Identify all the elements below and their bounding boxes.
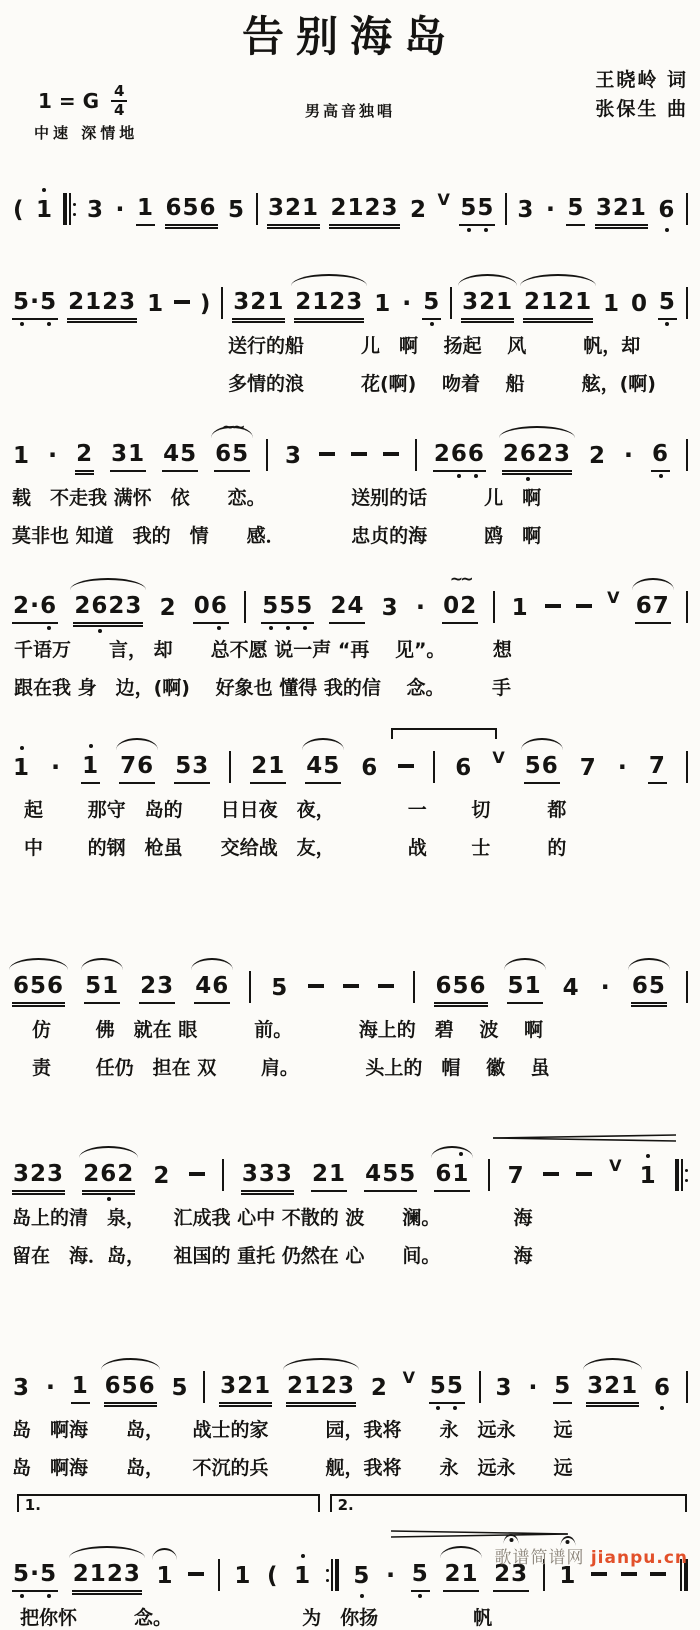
extension-dash-icon bbox=[576, 596, 592, 624]
note: 5 bbox=[271, 975, 289, 1001]
note: 2 bbox=[588, 443, 606, 469]
note: 2 bbox=[153, 1163, 171, 1189]
octave-dot-icon bbox=[20, 322, 24, 326]
music-system bbox=[10, 940, 690, 1080]
note: 53 bbox=[174, 752, 210, 784]
note: 21 bbox=[311, 1160, 347, 1192]
octave-dot-icon bbox=[301, 1554, 305, 1558]
extension-dash-icon bbox=[378, 976, 394, 1004]
note: 5 bbox=[352, 1562, 371, 1592]
slur-icon bbox=[69, 1546, 145, 1558]
notation-row bbox=[10, 569, 690, 624]
extension-dash-icon bbox=[543, 1164, 559, 1192]
mordent-icon: ~~ bbox=[449, 569, 471, 588]
parenthesis: ( bbox=[267, 1563, 279, 1589]
lyrics-row: 留在 海．岛， 祖国的 重托 仍然在 心 间。 海 bbox=[12, 1245, 533, 1267]
barline-icon bbox=[433, 750, 435, 784]
note: 333 bbox=[241, 1160, 294, 1192]
lyrics-row: 岛 啊海 岛， 不沉的兵 舰，我将 永 远永 远 bbox=[12, 1457, 573, 1479]
note: 1 bbox=[558, 1562, 577, 1592]
note: 656 bbox=[434, 972, 487, 1004]
lyrics-row: 载 不走我 满怀 依 恋。 送别的话 儿 啊 bbox=[12, 487, 542, 509]
note: 2123 bbox=[286, 1372, 356, 1404]
augmentation-dot: · bbox=[386, 1561, 397, 1589]
note: 67 bbox=[635, 592, 671, 624]
slur-icon bbox=[431, 1146, 473, 1158]
notation-row bbox=[10, 970, 690, 1004]
augmentation-dot: · bbox=[545, 195, 556, 223]
extension-dash-icon bbox=[576, 1164, 592, 1192]
octave-dot-icon bbox=[20, 1594, 24, 1598]
score-header bbox=[10, 0, 690, 150]
note: 1 bbox=[147, 291, 165, 317]
breath-mark-icon: V bbox=[609, 1156, 622, 1175]
notation-row bbox=[10, 286, 690, 320]
note: 1 bbox=[603, 291, 621, 317]
barline-icon bbox=[479, 1370, 481, 1404]
note: 1 bbox=[293, 1562, 312, 1592]
slur-icon bbox=[521, 738, 563, 750]
slur-icon bbox=[628, 958, 670, 970]
augmentation-dot: · bbox=[528, 1373, 539, 1401]
slur-icon bbox=[632, 578, 674, 590]
note: 61 bbox=[434, 1160, 470, 1192]
note: 3 bbox=[285, 443, 303, 469]
note: 1 bbox=[35, 196, 54, 226]
note: 2123 bbox=[294, 288, 364, 320]
slur-icon bbox=[70, 578, 146, 590]
note: 26 2 bbox=[82, 1160, 135, 1192]
note: 6 bbox=[651, 440, 670, 472]
extension-dash-icon bbox=[319, 444, 335, 472]
credits bbox=[595, 66, 688, 124]
music-system bbox=[10, 1128, 690, 1268]
extension-dash-icon bbox=[650, 1564, 666, 1592]
volta-label: 2. bbox=[337, 1496, 354, 1514]
note: 5 bbox=[553, 1372, 572, 1404]
note: 26 23 bbox=[502, 440, 572, 472]
slur-icon bbox=[504, 958, 546, 970]
note: 31 bbox=[110, 440, 146, 472]
breath-mark-icon: V bbox=[607, 588, 620, 607]
lyrics-row: 千语万 言， 却 总不愿 说一声 “再 见”。 想 bbox=[14, 639, 512, 661]
mordent-icon: ~~ bbox=[221, 417, 243, 436]
lyrics-row: 莫非也 知道 我的 情 感． 忠贞的海 鸥 啊 bbox=[12, 525, 542, 547]
note: 1 bbox=[136, 194, 155, 226]
barline-icon bbox=[686, 750, 688, 784]
slur-icon bbox=[499, 426, 575, 438]
note: 5 bbox=[228, 197, 246, 223]
barline-icon bbox=[686, 590, 688, 624]
note: 46 bbox=[194, 972, 230, 1004]
slur-icon bbox=[302, 738, 344, 750]
note: 21 bbox=[443, 1560, 479, 1592]
barline-icon bbox=[256, 192, 258, 226]
slur-icon bbox=[583, 1358, 642, 1370]
note: 3 bbox=[517, 197, 535, 223]
note: 1 bbox=[12, 754, 31, 784]
barline-icon bbox=[203, 1370, 205, 1404]
note: 1 bbox=[639, 1162, 658, 1192]
note: 321 bbox=[219, 1372, 272, 1404]
note: 1 bbox=[234, 1563, 252, 1589]
watermark bbox=[494, 1543, 688, 1568]
slur-icon bbox=[191, 958, 233, 970]
extension-dash-icon bbox=[545, 596, 561, 624]
music-system bbox=[10, 560, 690, 700]
octave-dot-icon bbox=[89, 744, 93, 748]
slur-icon bbox=[79, 1146, 138, 1158]
note: 3 bbox=[495, 1375, 513, 1401]
notation-row bbox=[10, 192, 690, 226]
slur-icon bbox=[283, 1358, 359, 1370]
octave-dot-icon bbox=[467, 228, 471, 232]
note: 7 bbox=[507, 1163, 525, 1189]
note: 5 bbox=[411, 1560, 430, 1592]
music-system bbox=[10, 1340, 690, 1480]
note: 3 bbox=[13, 1375, 31, 1401]
note: 26 6 bbox=[433, 440, 486, 472]
note: 76 bbox=[119, 752, 155, 784]
note: 321 bbox=[586, 1372, 639, 1404]
extension-dash-icon bbox=[383, 444, 399, 472]
volta-bracket bbox=[17, 1494, 320, 1512]
augmentation-dot: · bbox=[47, 441, 59, 469]
barline-icon bbox=[686, 970, 688, 1004]
music-system bbox=[10, 720, 690, 860]
lyrics-row: 起 那守 岛的 日日夜 夜， 一 切 都 bbox=[24, 799, 567, 821]
note: 2123 bbox=[72, 1560, 142, 1592]
note: 5 bbox=[422, 288, 441, 320]
note: 1 bbox=[71, 1372, 90, 1404]
barline-icon bbox=[488, 1158, 490, 1192]
lyrics-row: 多情的浪 花(啊) 吻着 船 舷，(啊) bbox=[228, 373, 656, 395]
slur-icon bbox=[520, 274, 596, 286]
note: 2123 bbox=[329, 194, 399, 226]
note: 5 bbox=[566, 194, 585, 226]
octave-dot-icon bbox=[436, 1406, 440, 1410]
octave-dot-icon bbox=[47, 322, 51, 326]
note: 6 bbox=[657, 196, 676, 226]
note: 06 bbox=[193, 592, 229, 624]
slur-icon bbox=[101, 1358, 160, 1370]
extension-dash-icon bbox=[398, 756, 414, 784]
note: 0 bbox=[630, 291, 648, 317]
octave-dot-icon bbox=[665, 322, 669, 326]
augmentation-dot: · bbox=[45, 1373, 56, 1401]
octave-dot-icon bbox=[665, 228, 669, 232]
note: 51 bbox=[84, 972, 120, 1004]
note: 1 bbox=[81, 752, 100, 784]
octave-dot-icon bbox=[457, 474, 461, 478]
slur-icon bbox=[458, 274, 517, 286]
barline-icon bbox=[505, 192, 507, 226]
watermark-site: 歌谱简谱网 bbox=[494, 1548, 585, 1568]
barline-icon bbox=[686, 1370, 688, 1404]
note: 5 5 bbox=[459, 194, 495, 226]
note: 23 bbox=[139, 972, 175, 1004]
slur-icon bbox=[116, 738, 158, 750]
time-signature-denominator: 4 bbox=[114, 101, 125, 119]
extension-dash-icon bbox=[174, 292, 190, 320]
octave-dot-icon bbox=[418, 1594, 422, 1598]
augmentation-dot: · bbox=[51, 753, 62, 781]
parenthesis: ( bbox=[13, 197, 25, 223]
note: 5 bbox=[171, 1375, 189, 1401]
slur-icon bbox=[291, 274, 367, 286]
note: 1 bbox=[155, 1562, 174, 1592]
lyrics-row: 跟在我 身 边，(啊) 好象也 懂得 我的信 念。 手 bbox=[14, 677, 511, 699]
note: 65 ~~ bbox=[214, 440, 250, 472]
octave-dot-icon bbox=[453, 1406, 457, 1410]
music-system bbox=[10, 256, 690, 396]
extension-dash-icon bbox=[343, 976, 359, 1004]
barline-icon bbox=[222, 1158, 224, 1192]
slur-icon bbox=[152, 1548, 177, 1560]
note: 45 bbox=[305, 752, 341, 784]
note: 4 bbox=[562, 975, 580, 1001]
time-signature-numerator: 4 bbox=[111, 84, 127, 102]
lyrics-row: 中 的钢 枪虽 交给战 友， 战 士 的 bbox=[24, 837, 567, 859]
note: 51 bbox=[507, 972, 543, 1004]
notation-row bbox=[10, 1370, 690, 1404]
barline-icon bbox=[244, 590, 246, 624]
barline-icon bbox=[221, 286, 223, 320]
extension-dash-icon bbox=[621, 1564, 637, 1592]
extension-dash-icon bbox=[188, 1564, 204, 1592]
note: 2 bbox=[370, 1375, 388, 1401]
note: 2123 bbox=[67, 288, 137, 320]
tempo-marking: 中速 深情地 bbox=[34, 124, 139, 142]
composer-credit: 张保生 曲 bbox=[595, 98, 688, 120]
extension-dash-icon bbox=[308, 976, 324, 1004]
lyrics-row: 仿 佛 就在 眼 前。 海上的 碧 波 啊 bbox=[32, 1019, 543, 1041]
octave-dot-icon bbox=[47, 1594, 51, 1598]
notation-row bbox=[10, 750, 690, 784]
note: 5 5 5 bbox=[261, 592, 314, 624]
note: 56 bbox=[524, 752, 560, 784]
lyrics-row: 责 任仍 担在 双 肩。 头上的 帽 徽 虽 bbox=[32, 1057, 550, 1079]
slur-icon bbox=[81, 958, 123, 970]
score-title: 告别海岛 bbox=[241, 12, 458, 61]
note: 321 bbox=[461, 288, 514, 320]
augmentation-dot: · bbox=[402, 289, 413, 317]
note: 02 ~~ bbox=[442, 592, 478, 624]
parenthesis: ) bbox=[199, 291, 212, 317]
octave-dot-icon bbox=[303, 626, 307, 630]
barline-icon bbox=[686, 192, 688, 226]
note: 656 bbox=[104, 1372, 157, 1404]
key-signature bbox=[38, 84, 127, 118]
tie-bracket-icon bbox=[391, 728, 497, 739]
note: 23 bbox=[493, 1560, 529, 1592]
note: 321 bbox=[267, 194, 320, 226]
note: 1 bbox=[374, 291, 392, 317]
octave-dot-icon bbox=[474, 474, 478, 478]
note: 3 bbox=[381, 595, 399, 621]
barline-icon bbox=[326, 1558, 339, 1592]
note: 5 bbox=[658, 288, 677, 320]
note: 323 bbox=[12, 1160, 65, 1192]
octave-dot-icon bbox=[217, 626, 221, 630]
breath-mark-icon: V bbox=[402, 1368, 416, 1387]
octave-dot-icon bbox=[660, 1406, 664, 1410]
notation-row bbox=[10, 417, 690, 472]
barline-icon bbox=[686, 438, 688, 472]
extension-dash-icon bbox=[189, 1164, 205, 1192]
note: 26 23 bbox=[73, 592, 143, 624]
note: 5 5 bbox=[429, 1372, 465, 1404]
note: 321 bbox=[232, 288, 285, 320]
octave-dot-icon bbox=[98, 629, 102, 633]
lyrics-row: 岛上的清 泉， 汇成我 心中 不散的 波 澜。 海 bbox=[12, 1207, 533, 1229]
augmentation-dot: · bbox=[623, 441, 635, 469]
note: 5 ·5 bbox=[12, 287, 58, 320]
barline-icon bbox=[415, 438, 417, 472]
octave-dot-icon bbox=[47, 626, 51, 630]
slur-icon bbox=[440, 1546, 482, 1558]
octave-dot-icon bbox=[646, 1154, 650, 1158]
octave-dot-icon bbox=[430, 322, 434, 326]
barline-icon bbox=[218, 1558, 220, 1592]
barline-icon bbox=[413, 970, 415, 1004]
note: 2 bbox=[75, 440, 94, 472]
note: 2121 bbox=[523, 288, 593, 320]
lyrics-row: 岛 啊海 岛， 战士的家 园，我将 永 远永 远 bbox=[12, 1419, 573, 1441]
volta-bracket bbox=[330, 1494, 688, 1512]
barline-icon bbox=[249, 970, 251, 1004]
lyricist-credit: 王晓岭 词 bbox=[595, 69, 688, 91]
note: 321 bbox=[595, 194, 648, 226]
music-system bbox=[10, 408, 690, 548]
octave-dot-icon bbox=[360, 1594, 364, 1598]
note: 5 ·5 bbox=[12, 1559, 58, 1592]
note: 7 bbox=[648, 752, 667, 784]
extension-dash-icon bbox=[591, 1564, 607, 1592]
crescendo-hairpin-icon bbox=[493, 1134, 677, 1142]
note: 6 bbox=[455, 755, 473, 781]
lyrics-row: 送行的船 儿 啊 扬起 风 帆，却 bbox=[228, 335, 641, 357]
note: 1 bbox=[511, 595, 529, 621]
note: 45 bbox=[162, 440, 198, 472]
slur-icon bbox=[9, 958, 68, 970]
octave-dot-icon bbox=[20, 746, 24, 750]
voice-label: 男高音独唱 bbox=[304, 102, 395, 120]
octave-dot-icon bbox=[269, 626, 273, 630]
barline-icon bbox=[266, 438, 268, 472]
barline-icon bbox=[675, 1158, 688, 1192]
time-signature bbox=[111, 84, 127, 118]
octave-dot-icon bbox=[42, 188, 46, 192]
note: 6 bbox=[653, 1374, 672, 1404]
barline-icon bbox=[450, 286, 452, 320]
note: 656 bbox=[165, 194, 218, 226]
octave-dot-icon bbox=[484, 228, 488, 232]
octave-dot-icon bbox=[286, 626, 290, 630]
notation-row bbox=[10, 1158, 690, 1192]
barline-icon bbox=[229, 750, 231, 784]
barline-icon bbox=[686, 286, 688, 320]
note: 2 bbox=[159, 595, 177, 621]
breath-mark-icon: V bbox=[437, 190, 450, 209]
augmentation-dot: · bbox=[617, 753, 628, 781]
note: 7 bbox=[579, 755, 597, 781]
watermark-url: jianpu.cn bbox=[590, 1548, 688, 1568]
extension-dash-icon bbox=[351, 444, 367, 472]
augmentation-dot: · bbox=[600, 973, 611, 1001]
key-label: 1 = G bbox=[38, 89, 100, 113]
note: 3 bbox=[86, 197, 104, 223]
decrescendo-hairpin-icon bbox=[391, 1530, 568, 1538]
barline-icon bbox=[493, 590, 495, 624]
note: 2 bbox=[410, 197, 428, 223]
octave-dot-icon bbox=[659, 474, 663, 478]
music-system bbox=[10, 162, 690, 226]
score bbox=[10, 162, 690, 1630]
note: 24 bbox=[329, 592, 365, 624]
note: 1 bbox=[13, 443, 31, 469]
lyrics-row: 把你怀 念。 为 你扬 帆 bbox=[20, 1607, 493, 1629]
note: 21 bbox=[250, 752, 286, 784]
barline-icon bbox=[63, 192, 76, 226]
note: 656 bbox=[12, 972, 65, 1004]
octave-dot-icon bbox=[107, 1197, 111, 1201]
breath-mark-icon: V bbox=[492, 748, 505, 767]
note: 65 bbox=[631, 972, 667, 1004]
augmentation-dot: · bbox=[415, 593, 426, 621]
augmentation-dot: · bbox=[115, 195, 126, 223]
note: 2·6 bbox=[12, 591, 58, 624]
note: 6 bbox=[361, 755, 379, 781]
note: 455 bbox=[364, 1160, 417, 1192]
octave-dot-icon bbox=[526, 477, 530, 481]
volta-label: 1. bbox=[24, 1496, 41, 1514]
